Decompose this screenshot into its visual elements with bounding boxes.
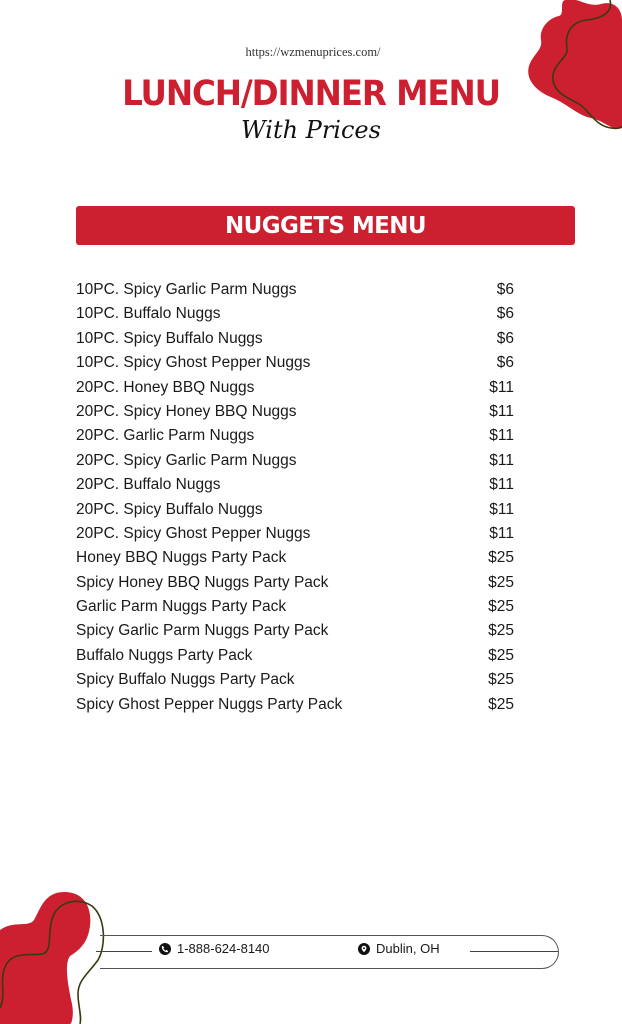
item-name: 20PC. Buffalo Nuggs <box>76 476 221 494</box>
item-name: 10PC. Spicy Buffalo Nuggs <box>76 329 263 347</box>
footer-divider-right <box>470 951 558 952</box>
item-name: 10PC. Buffalo Nuggs <box>76 305 221 323</box>
item-name: 10PC. Spicy Garlic Parm Nuggs <box>76 281 297 298</box>
section-banner <box>76 206 575 245</box>
menu-item <box>76 522 514 546</box>
item-name: 10PC. Spicy Ghost Pepper Nuggs <box>76 354 311 372</box>
item-price: $6 <box>496 281 514 298</box>
item-name: 20PC. Spicy Garlic Parm Nuggs <box>76 451 297 469</box>
item-price: $25 <box>488 671 514 689</box>
website-url[interactable]: https://wzmenuprices.com/ <box>245 45 381 59</box>
item-name: Buffalo Nuggs Party Pack <box>76 646 253 664</box>
location-pin-icon <box>358 943 370 955</box>
item-price: $25 <box>488 622 514 640</box>
menu-item <box>76 595 514 619</box>
item-price: $11 <box>489 427 514 445</box>
item-price: $25 <box>488 695 514 713</box>
item-price: $25 <box>488 646 514 664</box>
item-price: $11 <box>489 476 514 494</box>
menu-item <box>76 644 514 668</box>
menu-item <box>76 571 514 595</box>
item-price: $25 <box>488 598 514 616</box>
item-name: Spicy Ghost Pepper Nuggs Party Pack <box>76 695 343 713</box>
item-name: Garlic Parm Nuggs Party Pack <box>76 598 287 616</box>
phone-number: 1-888-624-8140 <box>177 941 270 956</box>
menu-item <box>76 473 514 497</box>
page-subtitle: With Prices <box>241 116 381 144</box>
item-name: Spicy Honey BBQ Nuggs Party Pack <box>76 573 329 591</box>
menu-item <box>76 327 514 351</box>
item-price: $6 <box>496 305 514 323</box>
item-price: $11 <box>489 524 514 542</box>
item-name: 20PC. Honey BBQ Nuggs <box>76 378 255 396</box>
item-name: 20PC. Garlic Parm Nuggs <box>76 427 255 445</box>
item-price: $11 <box>489 500 514 518</box>
menu-item <box>76 351 514 375</box>
item-price: $25 <box>488 573 514 591</box>
phone-icon <box>159 943 171 955</box>
item-price: $25 <box>488 549 514 567</box>
item-name: Honey BBQ Nuggs Party Pack <box>76 549 287 567</box>
menu-item <box>76 693 514 717</box>
menu-item <box>76 278 514 302</box>
menu-item <box>76 376 514 400</box>
item-name: 20PC. Spicy Honey BBQ Nuggs <box>76 402 297 420</box>
item-price: $6 <box>496 354 514 372</box>
section-title: NUGGETS MENU <box>225 212 426 239</box>
item-name: Spicy Buffalo Nuggs Party Pack <box>76 671 295 689</box>
menu-item <box>76 668 514 692</box>
menu-item <box>76 619 514 643</box>
footer-location <box>358 941 440 956</box>
location-text: Dublin, OH <box>376 941 440 956</box>
item-name: Spicy Garlic Parm Nuggs Party Pack <box>76 622 329 640</box>
item-name: 20PC. Spicy Buffalo Nuggs <box>76 500 263 518</box>
menu-item <box>76 498 514 522</box>
menu-item <box>76 400 514 424</box>
item-price: $11 <box>489 402 514 420</box>
menu-item <box>76 546 514 570</box>
item-name: 20PC. Spicy Ghost Pepper Nuggs <box>76 524 311 542</box>
menu-item <box>76 449 514 473</box>
menu-item <box>76 302 514 326</box>
page-title: LUNCH/DINNER MENU <box>122 74 500 114</box>
footer-phone[interactable] <box>159 941 270 956</box>
item-price: $11 <box>489 451 514 469</box>
menu-item <box>76 424 514 448</box>
item-price: $6 <box>496 329 514 347</box>
footer-divider-left <box>96 951 152 952</box>
menu-list <box>76 278 514 717</box>
item-price: $11 <box>489 378 514 396</box>
